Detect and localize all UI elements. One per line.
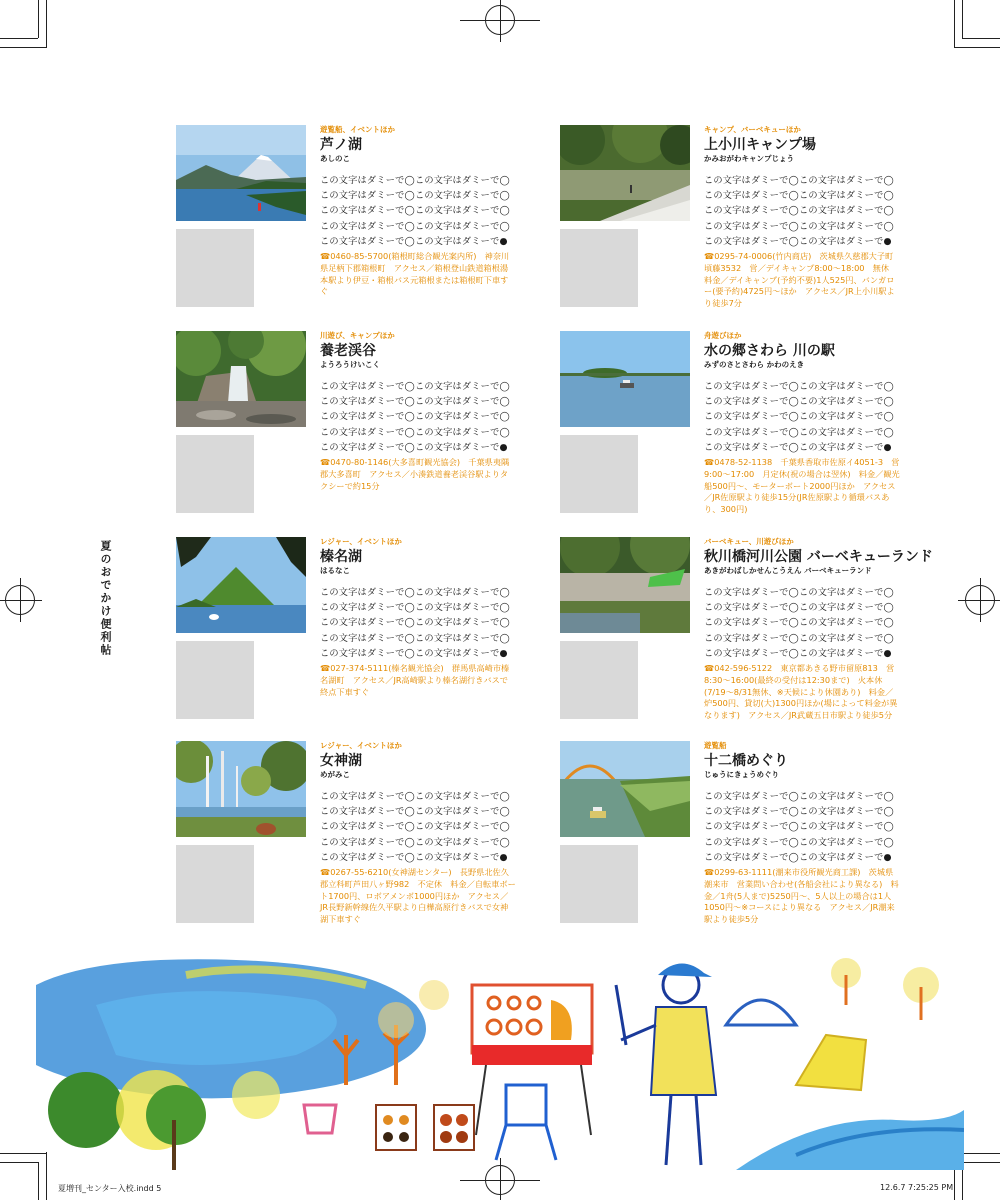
spot-reading: かみおがわキャンプじょう [704, 154, 794, 163]
footer-file-info: 夏増刊_センター入校.indd 5 [58, 1184, 162, 1193]
dummy-text-line: この文字はダミーで◯この文字はダミーで◯ [320, 602, 510, 614]
spot-entry-ashinoko [176, 125, 516, 325]
category-label: レジャー、イベントほか [320, 537, 402, 546]
dummy-text-line: この文字はダミーで◯この文字はダミーで◯ [320, 836, 510, 848]
dummy-text-line: この文字はダミーで◯この文字はダミーで◯ [320, 175, 510, 186]
photo-placeholder [176, 845, 254, 923]
spot-details: ☎0267-55-6210(女神湖センター) 長野県北佐久郡立科町芦田八ヶ野982 不定休 料金／自転車ボート1700円、ロボアメンボ1000円ほか アクセス／JR長野新幹線佐久平駅より白樺高原行きバスで女神湖下車すぐ [320, 867, 516, 925]
dummy-text-line: この文字はダミーで◯この文字はダミーで◯ [704, 411, 894, 423]
photo-kamiogawa-camp [560, 125, 690, 221]
photo-placeholder [560, 845, 638, 923]
dummy-text-line: この文字はダミーで◯この文字はダミーで◯ [704, 426, 894, 438]
dummy-text-line: この文字はダミーで◯この文字はダミーで◯ [320, 205, 510, 217]
photo-placeholder [176, 435, 254, 513]
dummy-text-line: この文字はダミーで◯この文字はダミーで◯ [704, 617, 894, 629]
spot-reading: めがみこ [320, 770, 350, 779]
dummy-text-line: この文字はダミーで◯この文字はダミーで● [704, 851, 892, 863]
dummy-text-line: この文字はダミーで◯この文字はダミーで● [320, 647, 508, 659]
spot-details: ☎027-374-5111(榛名観光協会) 群馬県高崎市榛名湖町 アクセス／JR高崎駅より榛名湖行きバスで終点下車すぐ [320, 663, 510, 697]
category-label: レジャー、イベントほか [320, 741, 402, 750]
spot-entry-megami [176, 741, 516, 941]
dummy-text-line: この文字はダミーで◯この文字はダミーで◯ [704, 381, 894, 392]
spot-reading: あきがわばしかせんこうえん バーベキューランド [704, 566, 872, 575]
photo-megamiko [176, 741, 306, 837]
dummy-text-line: この文字はダミーで◯この文字はダミーで◯ [704, 821, 894, 833]
spot-name: 芦ノ湖 [320, 137, 362, 153]
dummy-text-line: この文字はダミーで◯この文字はダミーで◯ [704, 220, 894, 232]
category-label: 川遊び、キャンプほか [320, 331, 395, 340]
dummy-text-line: この文字はダミーで◯この文字はダミーで◯ [704, 587, 894, 598]
side-title: 夏のおでかけ便利帖 [99, 540, 112, 657]
dummy-text-line: この文字はダミーで◯この文字はダミーで◯ [320, 632, 510, 644]
dummy-text-line: この文字はダミーで◯この文字はダミーで● [320, 851, 508, 863]
spot-details: ☎0295-74-0006(竹内商店) 茨城県久慈郡大子町頃藤3532 営／デイキャンプ8:00～18:00 無休 料金／デイキャンプ(予約不要)1人525円、バンガロー(要予約)4725円～ほか アクセス／JR上小川駅より徒歩7分 [704, 251, 898, 309]
spot-entry-haruna [176, 537, 516, 737]
dummy-text-line: この文字はダミーで◯この文字はダミーで◯ [704, 836, 894, 848]
spot-name: 秋川橋河川公園 バーベキューランド [704, 549, 933, 565]
dummy-text-line: この文字はダミーで◯この文字はダミーで◯ [320, 190, 510, 202]
dummy-text-line: この文字はダミーで◯この文字はダミーで● [704, 647, 892, 659]
category-label: 舟遊びほか [704, 331, 742, 340]
spot-name: 養老渓谷 [320, 343, 376, 359]
dummy-text-line: この文字はダミーで◯この文字はダミーで◯ [320, 381, 510, 392]
dummy-text-line: この文字はダミーで◯この文字はダミーで◯ [320, 220, 510, 232]
dummy-text-line: この文字はダミーで◯この文字はダミーで◯ [704, 806, 894, 818]
spot-name: 上小川キャンプ場 [704, 137, 816, 153]
spot-reading: ようろうけいこく [320, 360, 380, 369]
registration-mark-top [485, 5, 515, 35]
spot-details: ☎0470-80-1146(大多喜町観光協会) 千葉県夷隅郡大多喜町 アクセス／小湊鉄道養老渓谷駅よりタクシーで約15分 [320, 457, 510, 491]
dummy-text-line: この文字はダミーで◯この文字はダミーで◯ [704, 205, 894, 217]
spot-name: 十二橋めぐり [704, 753, 788, 769]
spot-reading: じゅうにきょうめぐり [704, 770, 779, 779]
photo-sawara-kawanoeki [560, 331, 690, 427]
category-label: キャンプ、バーベキューほか [704, 125, 801, 134]
spot-entry-kamiogawa [560, 125, 900, 325]
photo-placeholder [176, 641, 254, 719]
photo-yoro-keikoku [176, 331, 306, 427]
dummy-text-line: この文字はダミーで◯この文字はダミーで◯ [320, 587, 510, 598]
photo-placeholder [560, 229, 638, 307]
spot-details: ☎0460-85-5700(箱根町総合観光案内所) 神奈川県足柄下郡箱根町 アクセス／箱根登山鉄道箱根湯本駅より伊豆・箱根バス元箱根または箱根町下車すぐ [320, 251, 510, 297]
dummy-text-line: この文字はダミーで◯この文字はダミーで◯ [704, 175, 894, 186]
dummy-text-line: この文字はダミーで◯この文字はダミーで● [704, 235, 892, 247]
photo-ashinoko [176, 125, 306, 221]
dummy-text-line: この文字はダミーで◯この文字はダミーで◯ [320, 426, 510, 438]
registration-mark-left [5, 585, 35, 615]
spot-name: 榛名湖 [320, 549, 362, 565]
photo-akigawa-bbq [560, 537, 690, 633]
dummy-text-line: この文字はダミーで◯この文字はダミーで● [704, 441, 892, 453]
summer-outing-illustration [36, 945, 964, 1170]
photo-junikyo-meguri [560, 741, 690, 837]
dummy-text-line: この文字はダミーで◯この文字はダミーで◯ [320, 617, 510, 629]
spot-reading: あしのこ [320, 154, 350, 163]
spot-reading: はるなこ [320, 566, 350, 575]
photo-placeholder [560, 641, 638, 719]
photo-placeholder [560, 435, 638, 513]
spot-reading: みずのさとさわら かわのえき [704, 360, 805, 369]
dummy-text-line: この文字はダミーで◯この文字はダミーで◯ [320, 411, 510, 423]
category-label: バーベキュー、川遊びほか [704, 537, 794, 546]
dummy-text-line: この文字はダミーで◯この文字はダミーで◯ [320, 791, 510, 802]
spot-details: ☎0478-52-1138 千葉県香取市佐原イ4051-3 営9:00～17:00 月定休(祝の場合は翌休) 料金／観光船500円～、モーターボート2000円ほか アクセス／JR佐原駅より徒歩15分(JR佐原駅より循環バスあり、300円) [704, 457, 900, 515]
dummy-text-line: この文字はダミーで◯この文字はダミーで◯ [320, 821, 510, 833]
dummy-text-line: この文字はダミーで◯この文字はダミーで● [320, 441, 508, 453]
spot-entry-akigawa [560, 537, 933, 737]
registration-mark-right [965, 585, 995, 615]
spot-details: ☎0299-63-1111(潮来市役所観光商工課) 茨城県潮来市 営業問い合わせ(各船会社により異なる) 料金／1舟(5人まで)5250円～、5人以上の場合は1人1050円～※コースにより異なる アクセス／JR潮来駅より徒歩5分 [704, 867, 899, 925]
spot-entry-yoro [176, 331, 516, 531]
photo-harunako [176, 537, 306, 633]
dummy-text-line: この文字はダミーで◯この文字はダミーで◯ [704, 602, 894, 614]
spot-entry-junikyo [560, 741, 900, 941]
spot-name: 水の郷さわら 川の駅 [704, 343, 835, 359]
dummy-text-line: この文字はダミーで◯この文字はダミーで◯ [704, 632, 894, 644]
spot-name: 女神湖 [320, 753, 362, 769]
dummy-text-line: この文字はダミーで◯この文字はダミーで● [320, 235, 508, 247]
dummy-text-line: この文字はダミーで◯この文字はダミーで◯ [704, 396, 894, 408]
photo-placeholder [176, 229, 254, 307]
dummy-text-line: この文字はダミーで◯この文字はダミーで◯ [320, 806, 510, 818]
dummy-text-line: この文字はダミーで◯この文字はダミーで◯ [704, 190, 894, 202]
category-label: 遊覧船、イベントほか [320, 125, 395, 134]
spot-entry-sawara [560, 331, 900, 531]
spot-details: ☎042-596-5122 東京都あきる野市留原813 営8:30～16:00(最終の受付は12:30まで) 火本休(7/19～8/31無休、※天候により休園あり) 料金／炉500円、貸切(大)1300円ほか(場によって料金が異なります) アクセス／JR武蔵五日市駅より徒歩5分 [704, 663, 898, 721]
footer-timestamp: 12.6.7 7:25:25 PM [880, 1183, 954, 1192]
dummy-text-line: この文字はダミーで◯この文字はダミーで◯ [320, 396, 510, 408]
category-label: 遊覧船 [704, 741, 727, 750]
dummy-text-line: この文字はダミーで◯この文字はダミーで◯ [704, 791, 894, 802]
